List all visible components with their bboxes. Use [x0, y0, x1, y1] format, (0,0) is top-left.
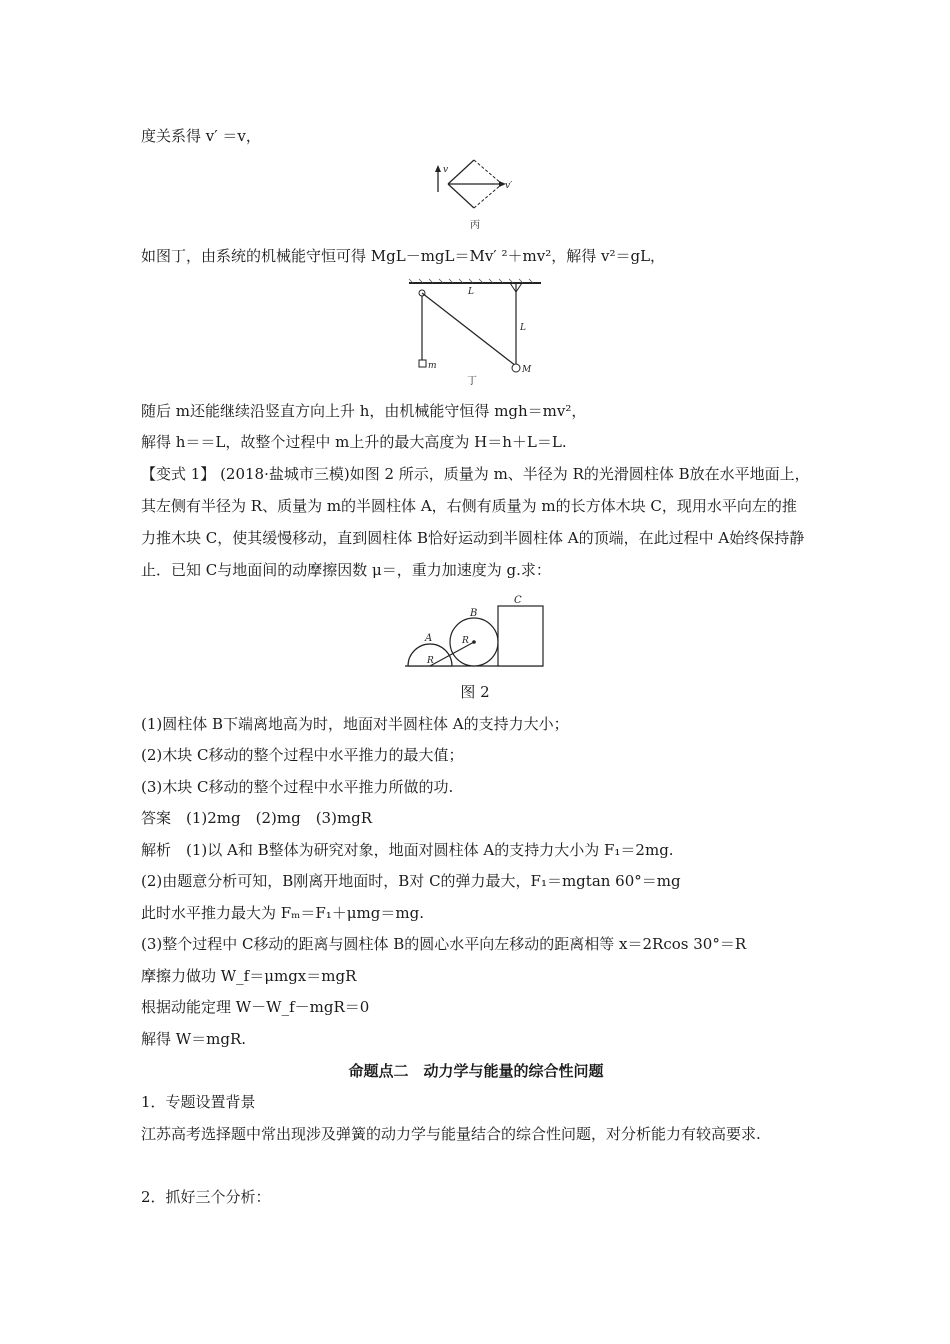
variant-problem: 【变式 1】 (2018·盐城市三模)如图 2 所示，质量为 m、半径为 R的光滑圆柱体 B放在水平地面上，其左侧有半径为 R、质量为 m的半圆柱体 A，右侧有质量为 m的长方体木块 C，现用水平向左的推力推木块 C，使其缓慢移动，直到圆柱体 B恰好运动到半圆柱体 A的顶端，在此过程中 A始终保持静止．已知 C与地面间的动摩擦因数 μ＝，重力加速度为 g.求： — [141, 465, 810, 579]
text-line-3: 随后 m还能继续沿竖直方向上升 h，由机械能守恒得 mgh＝mv²， — [141, 402, 587, 420]
analysis-7: 解得 W＝mgR. — [141, 1030, 247, 1048]
section-item-2: 2．抓好三个分析： — [141, 1188, 271, 1206]
label-C: C — [514, 595, 522, 606]
label-L-right: L — [520, 323, 526, 333]
label-R-A: R — [427, 656, 434, 666]
answer-line: 答案 (1)2mg (2)mg (3)mgR — [141, 809, 373, 827]
figure-2-caption: 图 2 — [460, 683, 490, 701]
text-line-4: 解得 h＝＝L，故整个过程中 m上升的最大高度为 H＝h＋L＝L. — [141, 433, 567, 451]
section-title: 命题点二 动力学与能量的综合性问题 — [348, 1062, 604, 1080]
question-1: (1)圆柱体 B下端离地高为时，地面对半圆柱体 A的支持力大小； — [141, 715, 569, 733]
label-B: B — [470, 608, 478, 619]
text-line-1: 度关系得 v′ ＝v， — [141, 127, 261, 145]
analysis-3: 此时水平推力最大为 Fₘ＝F₁＋μmg＝mg. — [141, 904, 424, 922]
text-line-2: 如图丁，由系统的机械能守恒可得 MgL－mgL＝Mv′ ²＋mv²，解得 v²＝gL， — [141, 247, 666, 265]
analysis-2: (2)由题意分析可知，B刚离开地面时，B对 C的弹力最大，F₁＝mgtan 60°＝mg — [141, 872, 681, 890]
caption-ding: 丁 — [467, 376, 477, 387]
label-v-prime: v′ — [505, 181, 513, 191]
section-paragraph: 江苏高考选择题中常出现涉及弹簧的动力学与能量结合的综合性问题，对分析能力有较高要求. — [141, 1125, 761, 1143]
question-2: (2)木块 C移动的整个过程中水平推力的最大值； — [141, 746, 464, 764]
label-v: v — [443, 165, 449, 175]
analysis-6: 根据动能定理 W－W_f－mgR＝0 — [141, 998, 370, 1016]
figure-2 — [400, 590, 560, 675]
figure-ding — [405, 278, 545, 388]
label-L-top: L — [468, 287, 474, 297]
analysis-5: 摩擦力做功 W_f＝μmgx＝mgR — [141, 967, 357, 985]
label-A: A — [425, 633, 433, 644]
section-item-1: 1．专题设置背景 — [141, 1093, 256, 1111]
caption-bing: 丙 — [470, 220, 480, 231]
label-R-B: R — [462, 636, 469, 646]
figure-bing — [430, 156, 530, 236]
label-M: M — [522, 365, 532, 375]
analysis-4: (3)整个过程中 C移动的距离与圆柱体 B的圆心水平向左移动的距离相等 x＝2Rcos 30°＝R — [141, 935, 747, 953]
label-m: m — [428, 361, 437, 371]
analysis-1: 解析 (1)以 A和 B整体为研究对象，地面对圆柱体 A的支持力大小为 F₁＝2mg. — [141, 841, 674, 859]
question-3: (3)木块 C移动的整个过程中水平推力所做的功. — [141, 778, 454, 796]
